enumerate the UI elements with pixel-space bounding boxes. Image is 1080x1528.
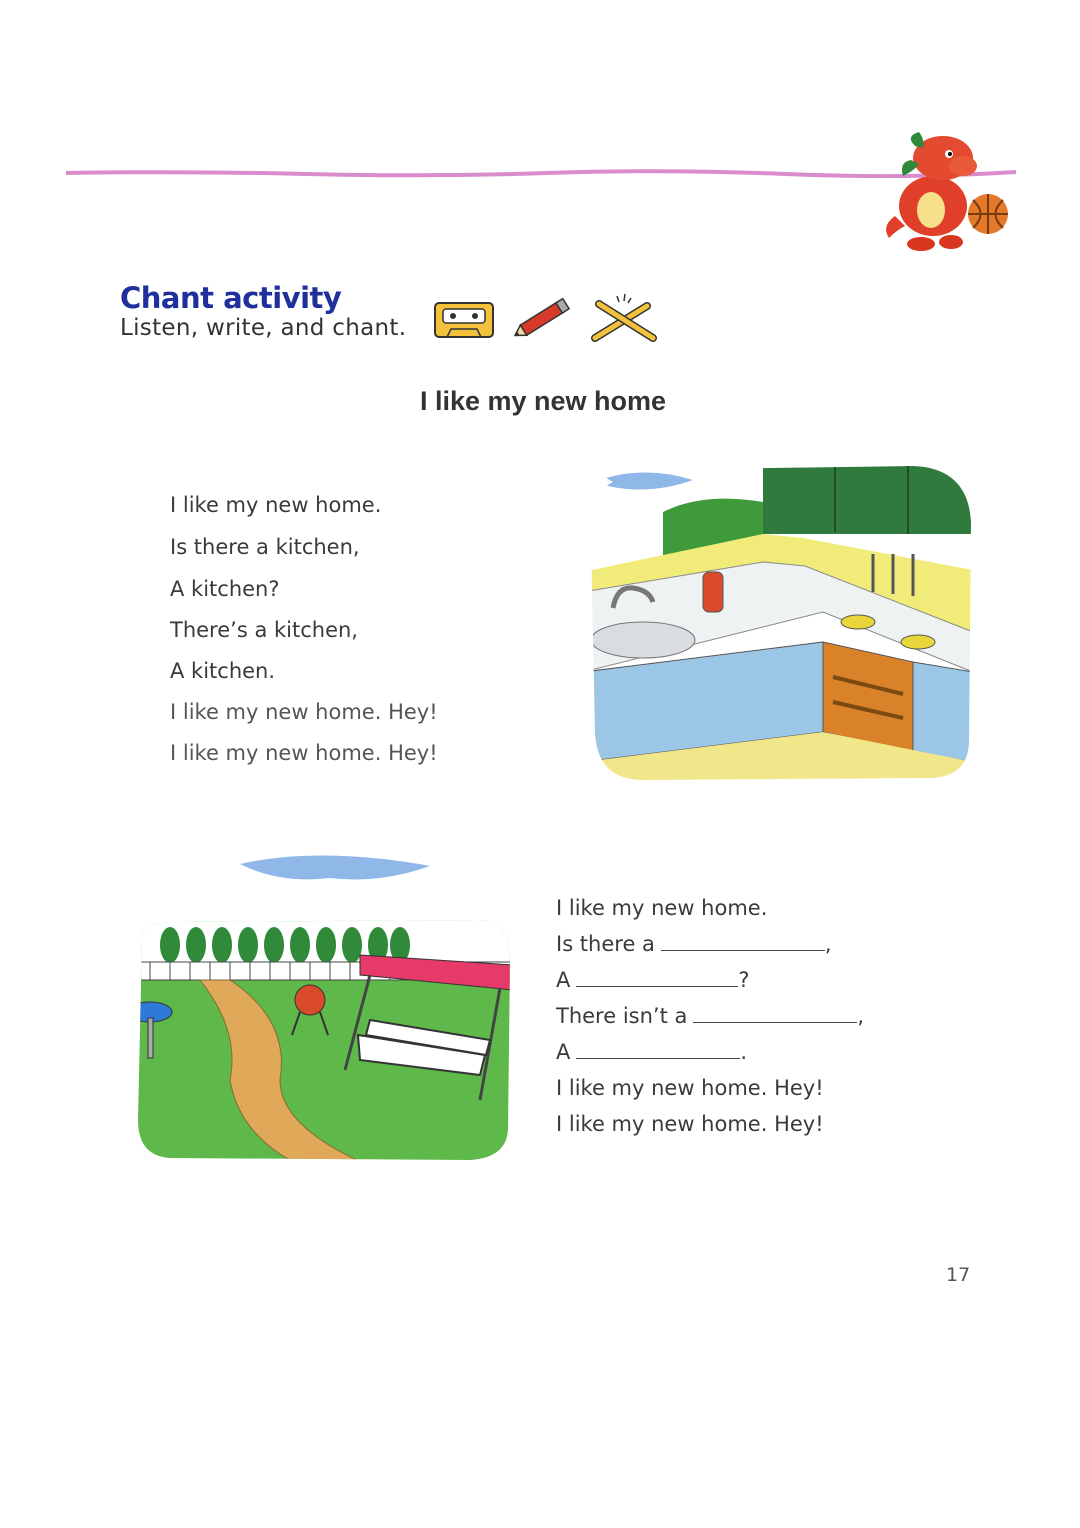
page-number: 17 <box>946 1264 971 1286</box>
clapping-sticks-icon <box>589 292 659 344</box>
line-prefix: There isn’t a <box>556 1004 688 1028</box>
verse-line: A kitchen? <box>170 577 280 601</box>
garden-illustration <box>130 850 513 1165</box>
activity-title: Chant activity <box>120 281 342 315</box>
verse-line: I like my new home. Hey! <box>556 1076 824 1100</box>
verse-line: I like my new home. <box>556 896 768 920</box>
answer-blank[interactable] <box>576 968 738 987</box>
verse-one <box>170 493 530 783</box>
line-prefix: Is there a <box>556 932 655 956</box>
cassette-icon <box>433 301 495 339</box>
verse-line: There’s a kitchen, <box>170 618 358 642</box>
answer-blank[interactable] <box>693 1004 857 1023</box>
verse-line: I like my new home. Hey! <box>170 741 438 765</box>
verse-line <box>556 1040 747 1064</box>
line-suffix: , <box>824 932 832 956</box>
verse-line: A kitchen. <box>170 659 276 683</box>
verse-two <box>556 896 916 1156</box>
activity-instruction: Listen, write, and chant. <box>120 315 407 341</box>
line-suffix: , <box>857 1004 865 1028</box>
kitchen-illustration <box>583 462 973 782</box>
dragon-mascot-illustration <box>875 126 1020 258</box>
line-prefix: A <box>556 1040 571 1064</box>
verse-line <box>556 1004 864 1028</box>
verse-line: Is there a kitchen, <box>170 535 360 559</box>
verse-line: I like my new home. <box>170 493 382 517</box>
verse-line: I like my new home. Hey! <box>556 1112 824 1136</box>
pencil-icon <box>510 296 576 340</box>
answer-blank[interactable] <box>576 1040 740 1059</box>
verse-line: I like my new home. Hey! <box>170 700 438 724</box>
line-prefix: A <box>556 968 571 992</box>
header-rule <box>66 168 1016 178</box>
verse-line <box>556 968 750 992</box>
verse-line <box>556 932 832 956</box>
answer-blank[interactable] <box>661 932 825 951</box>
line-suffix: . <box>740 1040 748 1064</box>
song-title: I like my new home <box>419 386 667 416</box>
line-suffix: ? <box>738 968 750 992</box>
